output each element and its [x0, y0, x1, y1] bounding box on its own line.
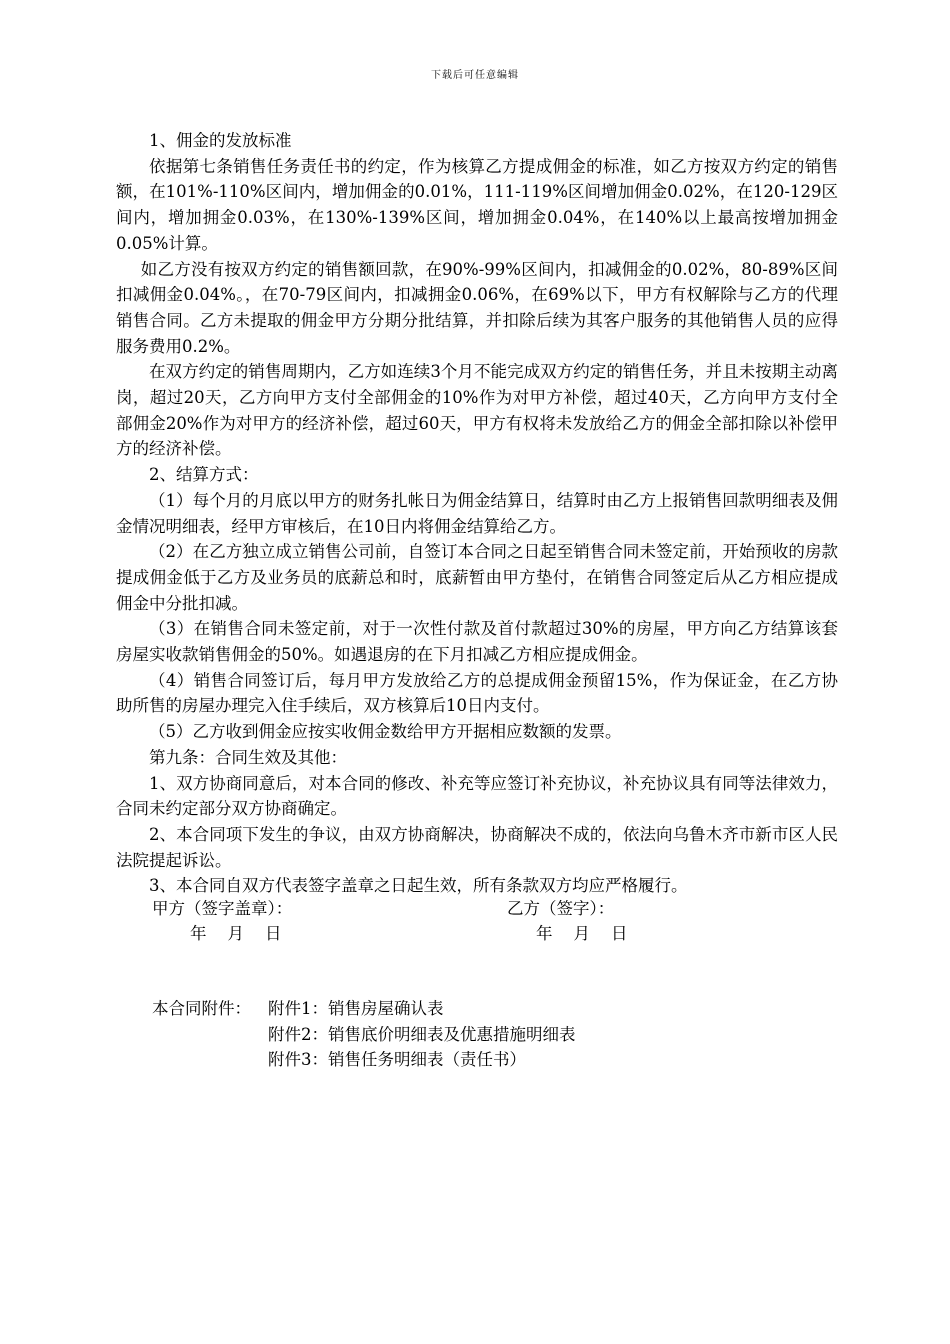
- settlement-item-5: （5）乙方收到佣金应按实收佣金数给甲方开据相应数额的发票。: [149, 722, 622, 742]
- party-b-signature-label: 乙方（签字）：: [507, 899, 615, 918]
- contract-body: [116, 128, 838, 899]
- settlement-item-2: （2）在乙方独立成立销售公司前，自签订本合同之日起至销售合同未签定前，开始预收的房款提成佣金低于乙方及业务员的底薪总和时，底薪暂由甲方垫付，在销售合同签定后从乙方相应提成佣金中分批扣减。: [116, 542, 838, 613]
- article-nine-clause-1: 1、双方协商同意后，对本合同的修改、补充等应签订补充协议，补充协议具有同等法律效力，合同未约定部分双方协商确定。: [116, 773, 838, 819]
- party-a-date: 年 月 日: [190, 924, 282, 943]
- settlement-item-1: （1）每个月的月底以甲方的财务扎帐日为佣金结算日，结算时由乙方上报销售回款明细表及佣金情况明细表，经甲方审核后，在10日内将佣金结算给乙方。: [116, 490, 838, 536]
- settlement-item-4: （4）销售合同签订后，每月甲方发放给乙方的总提成佣金预留15%，作为保证金，在乙方协助所售的房屋办理完入住手续后，双方核算后10日内支付。: [116, 670, 838, 716]
- paragraph-sales-period: 在双方约定的销售周期内，乙方如连续3个月不能完成双方约定的销售任务，并且未按期主动离岗，超过20天，乙方向甲方支付全部佣金的10%作为对甲方补偿，超过40天，乙方向甲方支付全部佣金20%作为对甲方的经济补偿，超过60天，甲方有权将未发放给乙方的佣金全部扣除以补偿甲方的经济补偿。: [116, 362, 838, 459]
- attachments-list: [268, 996, 576, 1073]
- party-b-date: 年 月 日: [536, 924, 628, 943]
- attachment-item: 附件2：销售底价明细表及优惠措施明细表: [268, 1024, 576, 1044]
- section-title-commission-standard: 1、佣金的发放标准: [149, 131, 292, 150]
- article-nine-clause-3: 3、本合同自双方代表签字盖章之日起生效，所有条款双方均应严格履行。: [149, 876, 688, 896]
- article-nine-clause-2: 2、本合同项下发生的争议，由双方协商解决，协商解决不成的，依法向乌鲁木齐市新市区人民法院提起诉讼。: [116, 824, 838, 870]
- attachment-item: 附件1：销售房屋确认表: [268, 999, 444, 1018]
- article-nine-title: 第九条：合同生效及其他：: [149, 747, 347, 767]
- party-a-signature-label: 甲方（签字盖章）：: [152, 899, 293, 918]
- attachments-label: 本合同附件：: [152, 999, 251, 1018]
- paragraph-commission-deduction: 如乙方没有按双方约定的销售额回款，在90%-99%区间内，扣减佣金的0.02%，80-89%区间扣减佣金0.04%。，在70-79区间内，扣减拥金0.06%，在69%以下，甲方有权解除与乙方的代理销售合同。乙方未提取的佣金甲方分期分批结算，并扣除后续为其客户服务的其他销售人员的应得服务费用0.2%。: [116, 259, 838, 356]
- page-header: 下载后可任意编辑: [431, 70, 519, 81]
- attachment-item: 附件3：销售任务明细表（责任书）: [268, 1050, 526, 1069]
- settlement-item-3: （3）在销售合同未签定前，对于一次性付款及首付款超过30%的房屋，甲方向乙方结算该套房屋实收款销售佣金的50%。如遇退房的在下月扣减乙方相应提成佣金。: [116, 619, 838, 665]
- paragraph-commission-increase: 依据第七条销售任务责任书的约定，作为核算乙方提成佣金的标准，如乙方按双方约定的销售额，在101%-110%区间内，增加佣金的0.01%，111-119%区间增加佣金0.02%，在120-129区间内，增加拥金0.03%，在130%-139%区间，增加拥金0.04%，在140%以上最高按增加拥金0.05%计算。: [116, 156, 838, 253]
- section-title-settlement: 2、结算方式：: [149, 465, 259, 485]
